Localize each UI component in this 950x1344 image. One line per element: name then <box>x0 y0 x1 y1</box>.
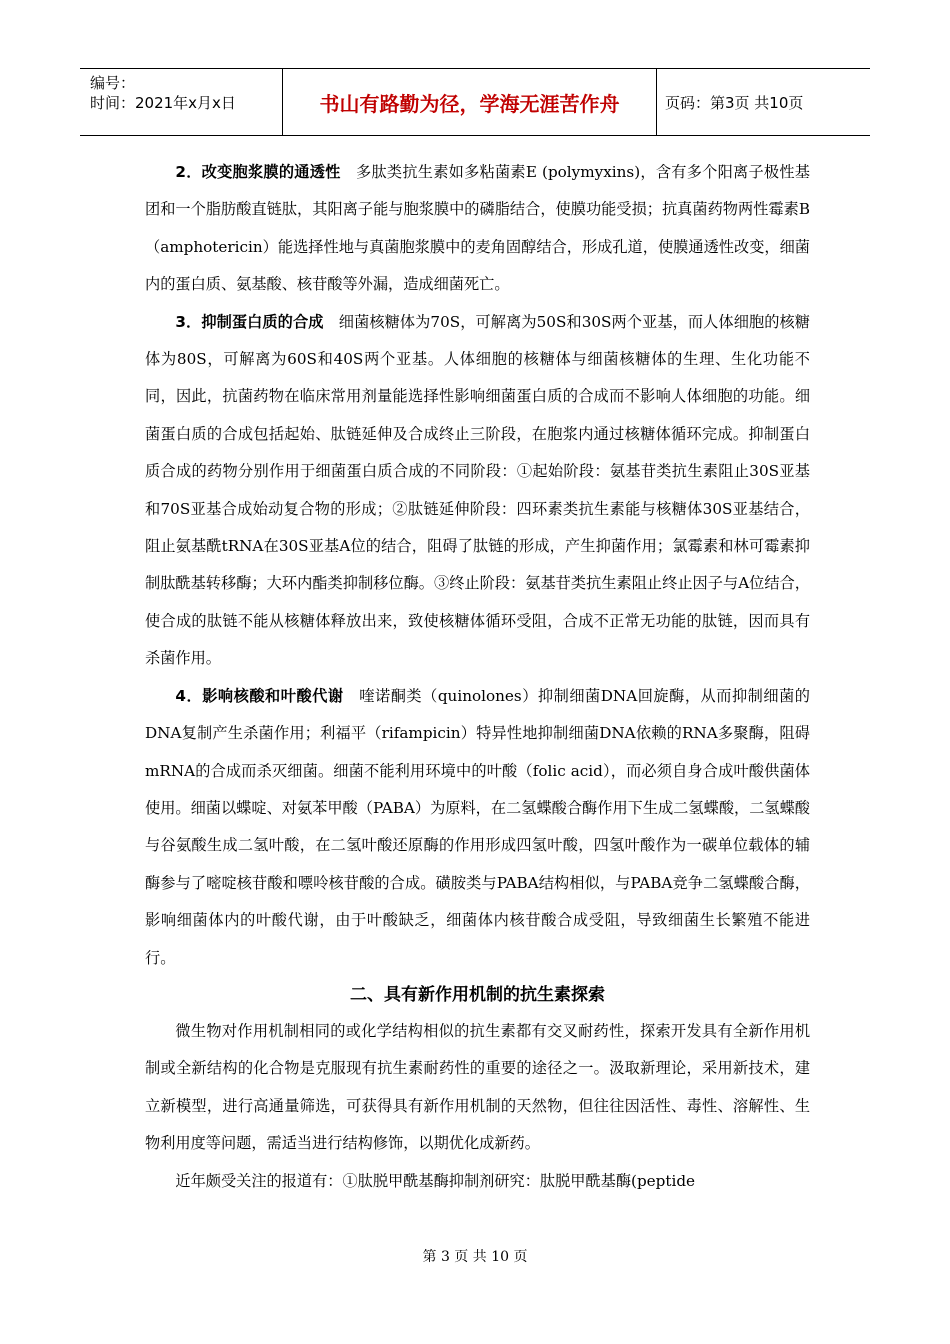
paragraph-nucleic-folic-acid <box>145 678 810 977</box>
header-meta <box>80 69 283 135</box>
header-page-info: 页码：第3页 共10页 <box>665 93 804 112</box>
header-motto: 书山有路勤为径，学海无涯苦作舟 <box>283 69 657 135</box>
section-paragraph: 近年颇受关注的报道有：①肽脱甲酰基酶抑制剂研究：肽脱甲酰基酶(peptide <box>175 1171 696 1190</box>
paragraph-membrane-permeability <box>145 154 810 304</box>
paragraph-text: 细菌核糖体为70S，可解离为50S和30S两个亚基，而人体细胞的核糖体为80S，可解离为60S和40S两个亚基。人体细胞的核糖体与细菌核糖体的生理、生化功能不同，因此，抗菌药物在临床常用剂量能选择性影响细菌蛋白质的合成而不影响人体细胞的功能。细菌蛋白质的合成包括起始、肽链延伸及合成终止三阶段，在胞浆内通过核糖体循环完成。抑制蛋白质合成的药物分别作用于细菌蛋白质合成的不同阶段：①起始阶段：氨基苷类抗生素阻止30S亚基和70S亚基合成始动复合物的形成；②肽链延伸阶段：四环素类抗生素能与核糖体30S亚基结合，阻止氨基酰tRNA在30S亚基A位的结合，阻碍了肽链的形成，产生抑菌作用；氯霉素和林可霉素抑制肽酰基转移酶；大环内酯类抑制移位酶。③终止阶段：氨基苷类抗生素阻止终止因子与A位结合，使合成的肽链不能从核糖体释放出来，致使核糖体循环受阻，合成不正常无功能的肽链，因而具有杀菌作用。 <box>145 312 810 668</box>
document-number-label: 编号： <box>90 74 136 92</box>
document-date: 时间：2021年x月x日 <box>90 94 236 112</box>
paragraph-heading: 3．抑制蛋白质的合成 <box>175 312 324 331</box>
paragraph-heading: 2．改变胞浆膜的通透性 <box>175 163 341 181</box>
section-paragraph: 微生物对作用机制相同的或化学结构相似的抗生素都有交叉耐药性，探索开发具有全新作用机制或全新结构的化合物是克服现有抗生素耐药性的重要的途径之一。汲取新理论，采用新技术，建立新模型，进行高通量筛选，可获得具有新作用机制的天然物，但往往因活性、毒性、溶解性、生物利用度等问题，需适当进行结构修饰，以期优化成新药。 <box>145 1021 810 1153</box>
paragraph-heading: 4．影响核酸和叶酸代谢 <box>175 686 344 705</box>
paragraph-text: 多肽类抗生素如多粘菌素E (polymyxins)，含有多个阳离子极性基团和一个脂肪酸直链肽，其阳离子能与胞浆膜中的磷脂结合，使膜功能受损；抗真菌药物两性霉素B（amphotericin）能选择性地与真菌胞浆膜中的麦角固醇结合，形成孔道，使膜通透性改变，细菌内的蛋白质、氨基酸、核苷酸等外漏，造成细菌死亡。 <box>145 163 810 294</box>
page-footer: 第 3 页 共 10 页 <box>422 1249 528 1265</box>
page-header <box>80 68 870 136</box>
paragraph-protein-synthesis <box>145 304 810 678</box>
paragraph-text: 喹诺酮类（quinolones）抑制细菌DNA回旋酶，从而抑制细菌的DNA复制产生杀菌作用；利福平（rifampicin）特异性地抑制细菌DNA依赖的RNA多聚酶，阻碍mRNA的合成而杀灭细菌。细菌不能利用环境中的叶酸（folic acid），而必须自身合成叶酸供菌体使用。细菌以蝶啶、对氨苯甲酸（PABA）为原料，在二氢蝶酸合酶作用下生成二氢蝶酸，二氢蝶酸与谷氨酸生成二氢叶酸，在二氢叶酸还原酶的作用形成四氢叶酸，四氢叶酸作为一碳单位载体的辅酶参与了嘧啶核苷酸和嘌呤核苷酸的合成。磺胺类与PABA结构相似，与PABA竞争二氢蝶酸合酶，影响细菌体内的叶酸代谢，由于叶酸缺乏，细菌体内核苷酸合成受阻，导致细菌生长繁殖不能进行。 <box>145 686 810 967</box>
section-title: 二、具有新作用机制的抗生素探索 <box>350 984 605 1005</box>
document-body <box>145 154 810 1200</box>
